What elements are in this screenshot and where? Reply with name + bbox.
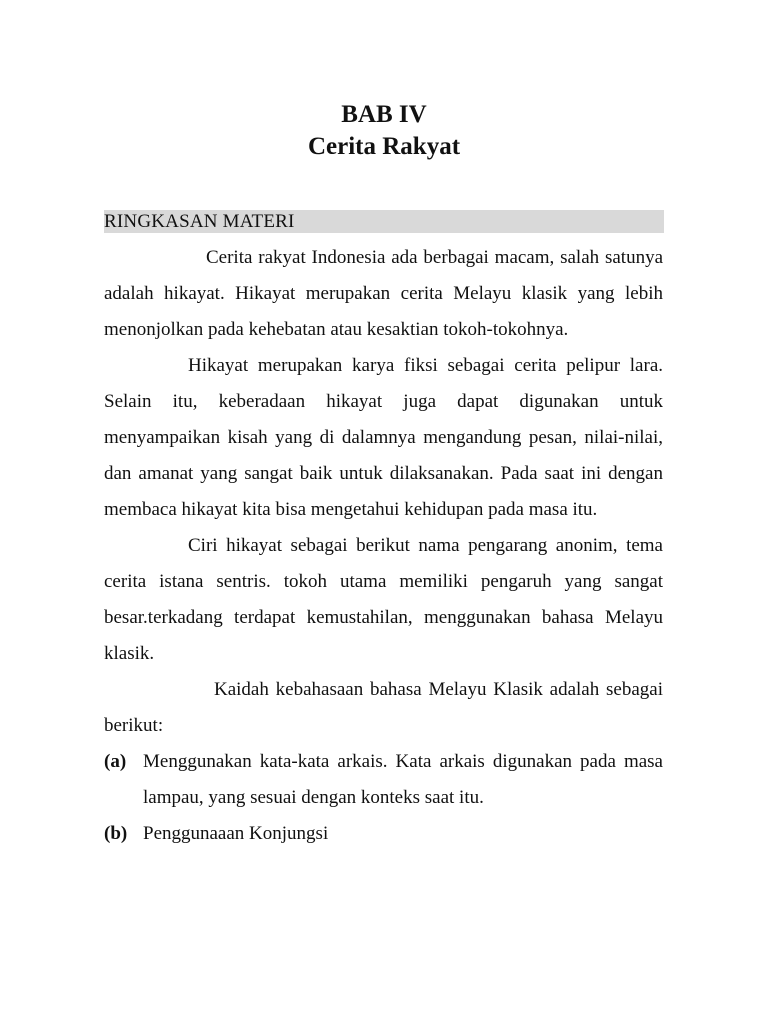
paragraph-1: Cerita rakyat Indonesia ada berbagai macam, salah satunya adalah hikayat. Hikayat merupakan cerita Melayu klasik yang lebih menonjolkan pada kehebatan atau kesaktian tokoh-tokohnya.: [104, 247, 663, 340]
chapter-number: BAB IV: [341, 101, 427, 128]
list-item-text: Penggunaaan Konjungsi: [143, 823, 329, 844]
chapter-title: Cerita Rakyat: [307, 133, 461, 160]
list-item: [104, 816, 663, 852]
paragraph-4: Kaidah kebahasaan bahasa Melayu Klasik adalah sebagai berikut:: [104, 679, 663, 736]
paragraph-2: Hikayat merupakan karya fiksi sebagai cerita pelipur lara. Selain itu, keberadaan hikayat juga dapat digunakan untuk menyampaikan kisah yang di dalamnya mengandung pesan, nilai-nilai, dan amanat yang sangat baik untuk dilaksanakan. Pada saat ini dengan membaca hikayat kita bisa mengetahui kehidupan pada masa itu.: [104, 355, 663, 520]
list-item-text: Menggunakan kata-kata arkais. Kata arkais digunakan pada masa lampau, yang sesuai dengan konteks saat itu.: [143, 751, 663, 808]
paragraph-3: Ciri hikayat sebagai berikut nama pengarang anonim, tema cerita istana sentris. tokoh utama memiliki pengaruh yang sangat besar.terkadang terdapat kemustahilan, menggunakan bahasa Melayu klasik.: [104, 535, 663, 664]
list-marker: (a): [104, 751, 127, 772]
ordered-list: [104, 744, 663, 852]
list-marker: (b): [104, 823, 128, 844]
section-heading: RINGKASAN MATERI: [104, 211, 295, 232]
list-item: [104, 744, 663, 816]
body-text: [104, 240, 663, 852]
